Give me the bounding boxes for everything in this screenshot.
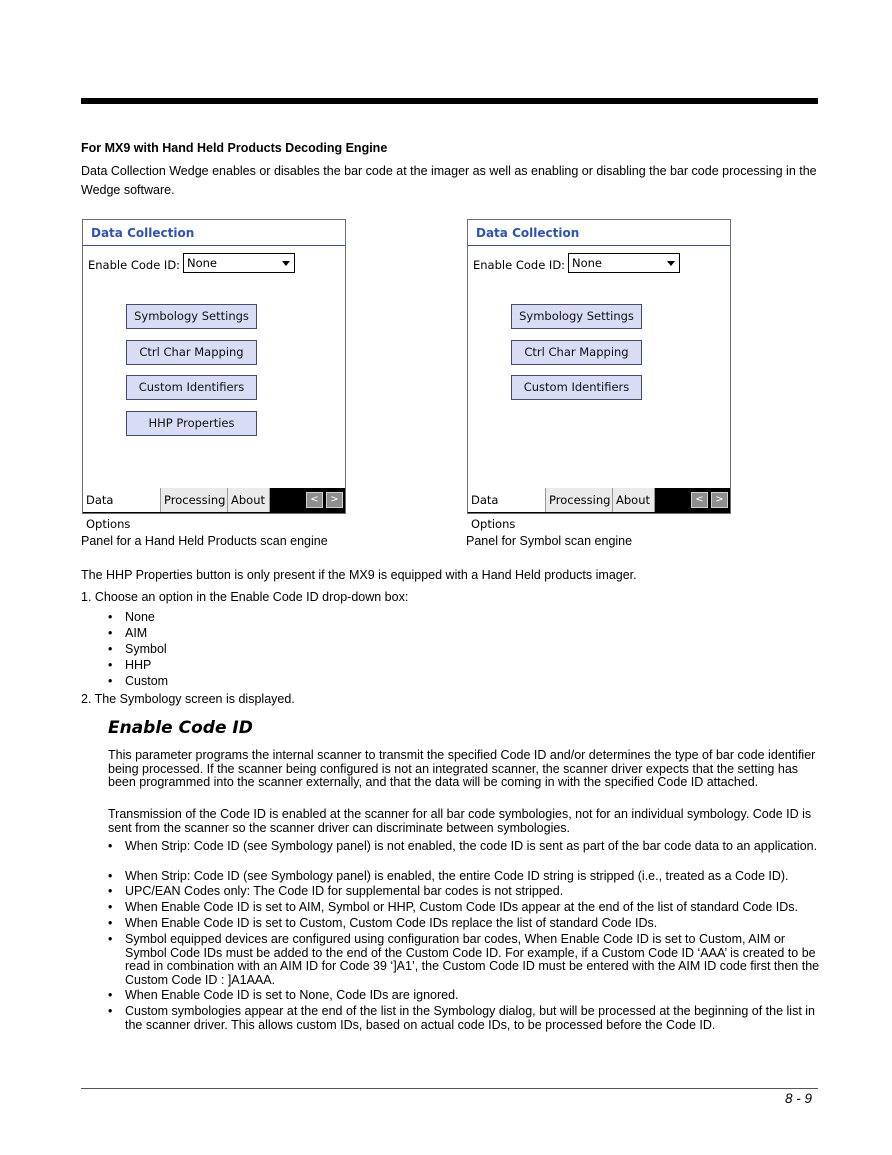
bullet-item (108, 840, 820, 854)
bullet-text: Symbol equipped devices are configured using configuration bar codes, When Enable Code ID is set to Custom, AIM or Symbol Code IDs must be added to the end of the Custom Code ID. For example, if a Custom Code ID ‘AAA’ is created to be read in combination with an AIM ID for Code 39 ‘]A1’, the Custom Code ID must be entered with the AIM ID code first then the Custom Code ID : ]A1AAA. (125, 932, 820, 987)
option-label: None (125, 610, 155, 624)
option-item (108, 610, 155, 624)
option-item (108, 642, 167, 656)
panel-caption-symbol: Panel for Symbol scan engine (466, 534, 633, 548)
panel-title: Data Collection (91, 226, 195, 240)
enable-code-id-dropdown[interactable] (183, 253, 295, 273)
panel-symbol-screenshot (467, 219, 731, 531)
bullet: • (108, 642, 113, 656)
ctrl-char-mapping-button[interactable]: Ctrl Char Mapping (511, 340, 642, 365)
tab-about[interactable]: About (228, 488, 270, 512)
section-title: Enable Code ID (108, 718, 253, 738)
symbology-settings-button[interactable]: Symbology Settings (126, 304, 257, 329)
tab-bar (468, 488, 730, 531)
bullet: • (108, 674, 113, 688)
tab-bar (83, 488, 345, 531)
scroll-left-button[interactable]: < (691, 492, 708, 508)
bullet-item (108, 917, 820, 931)
option-label: Symbol (125, 642, 167, 656)
option-item (108, 674, 168, 688)
custom-identifiers-button[interactable]: Custom Identifiers (126, 375, 257, 400)
tab-processing[interactable]: Processing (546, 488, 613, 512)
bullet-item (108, 1005, 820, 1032)
scroll-right-button[interactable]: > (326, 492, 343, 508)
bullet: • (108, 884, 113, 898)
page-number: 8 - 9 (784, 1091, 812, 1106)
bullet-text: Custom symbologies appear at the end of the list in the Symbology dialog, but will be processed at the beginning of the list in the scanner driver. This allows custom IDs, based on actual code IDs, to be processed before the Code ID. (125, 1004, 815, 1032)
header-rule (81, 98, 818, 104)
step-1: 1. Choose an option in the Enable Code ID drop-down box: (81, 590, 409, 604)
tab-data-options[interactable]: Data Options (83, 488, 161, 512)
scroll-right-button[interactable]: > (711, 492, 728, 508)
title-divider (83, 245, 345, 246)
panel-hhp-screenshot (82, 219, 346, 531)
bullet-text: UPC/EAN Codes only: The Code ID for supplemental bar codes is not stripped. (125, 884, 564, 898)
bullet-item (108, 870, 820, 884)
enable-code-id-label: Enable Code ID: (88, 258, 181, 272)
bullet: • (108, 900, 113, 914)
bullet-text: When Enable Code ID is set to None, Code IDs are ignored. (125, 988, 459, 1002)
bullet-item (108, 989, 820, 1003)
bullet: • (108, 932, 113, 946)
bullet: • (108, 658, 113, 672)
section-subheading: For MX9 with Hand Held Products Decoding Engine (81, 141, 388, 155)
bullet: • (108, 1004, 113, 1018)
symbology-settings-button[interactable]: Symbology Settings (511, 304, 642, 329)
hhp-note: The HHP Properties button is only present if the MX9 is equipped with a Hand Held products imager. (81, 568, 637, 582)
footer-rule (81, 1088, 818, 1089)
bullet: • (108, 869, 113, 883)
bullet-text: When Enable Code ID is set to AIM, Symbol or HHP, Custom Code IDs appear at the end of the list of standard Code IDs. (125, 900, 799, 914)
bullet-item (108, 933, 820, 987)
tab-processing[interactable]: Processing (161, 488, 228, 512)
bullet-text: When Strip: Code ID (see Symbology panel) is enabled, the entire Code ID string is stripped (i.e., treated as a Code ID). (125, 869, 789, 883)
paragraph-2: Transmission of the Code ID is enabled at the scanner for all bar code symbologies, not for an individual symbology. Code ID is sent from the scanner so the scanner driver can discriminate between symbologies. (108, 807, 812, 835)
scroll-left-button[interactable]: < (306, 492, 323, 508)
enable-code-id-dropdown[interactable] (568, 253, 680, 273)
option-item (108, 658, 151, 672)
step-2: 2. The Symbology screen is displayed. (81, 692, 295, 706)
bullet-item (108, 885, 820, 899)
bullet: • (108, 839, 113, 853)
bullet: • (108, 610, 113, 624)
dropdown-value: None (572, 256, 603, 270)
bullet: • (108, 916, 113, 930)
dropdown-value: None (187, 256, 218, 270)
hhp-properties-button[interactable]: HHP Properties (126, 411, 257, 436)
option-item (108, 626, 147, 640)
enable-code-id-label: Enable Code ID: (473, 258, 566, 272)
chevron-down-icon (282, 261, 290, 266)
bullet-text: When Enable Code ID is set to Custom, Custom Code IDs replace the list of standard Code IDs. (125, 916, 658, 930)
bullet-item (108, 901, 820, 915)
option-label: AIM (125, 626, 148, 640)
panel-caption-hhp: Panel for a Hand Held Products scan engine (81, 534, 328, 548)
option-label: Custom (125, 674, 169, 688)
bullet: • (108, 626, 113, 640)
bullet-text: When Strip: Code ID (see Symbology panel) is not enabled, the code ID is sent as part of the bar code data to an application. (125, 839, 818, 853)
chevron-down-icon (667, 261, 675, 266)
panel-title: Data Collection (476, 226, 580, 240)
tab-data-options[interactable]: Data Options (468, 488, 546, 512)
ctrl-char-mapping-button[interactable]: Ctrl Char Mapping (126, 340, 257, 365)
tab-about[interactable]: About (613, 488, 655, 512)
option-label: HHP (125, 658, 152, 672)
bullet: • (108, 988, 113, 1002)
custom-identifiers-button[interactable]: Custom Identifiers (511, 375, 642, 400)
paragraph-1: This parameter programs the internal scanner to transmit the specified Code ID and/or determines the type of bar code identifier being processed. If the scanner being configured is not an integrated scanner, the scanner driver expects that the setting has been programmed into the scanner externally, and that the data will be coming in with the specified Code ID attached. (108, 748, 816, 789)
intro-paragraph: Data Collection Wedge enables or disables the bar code at the imager as well as enabling or disabling the bar code processing in the Wedge software. (81, 164, 817, 197)
title-divider (468, 245, 730, 246)
